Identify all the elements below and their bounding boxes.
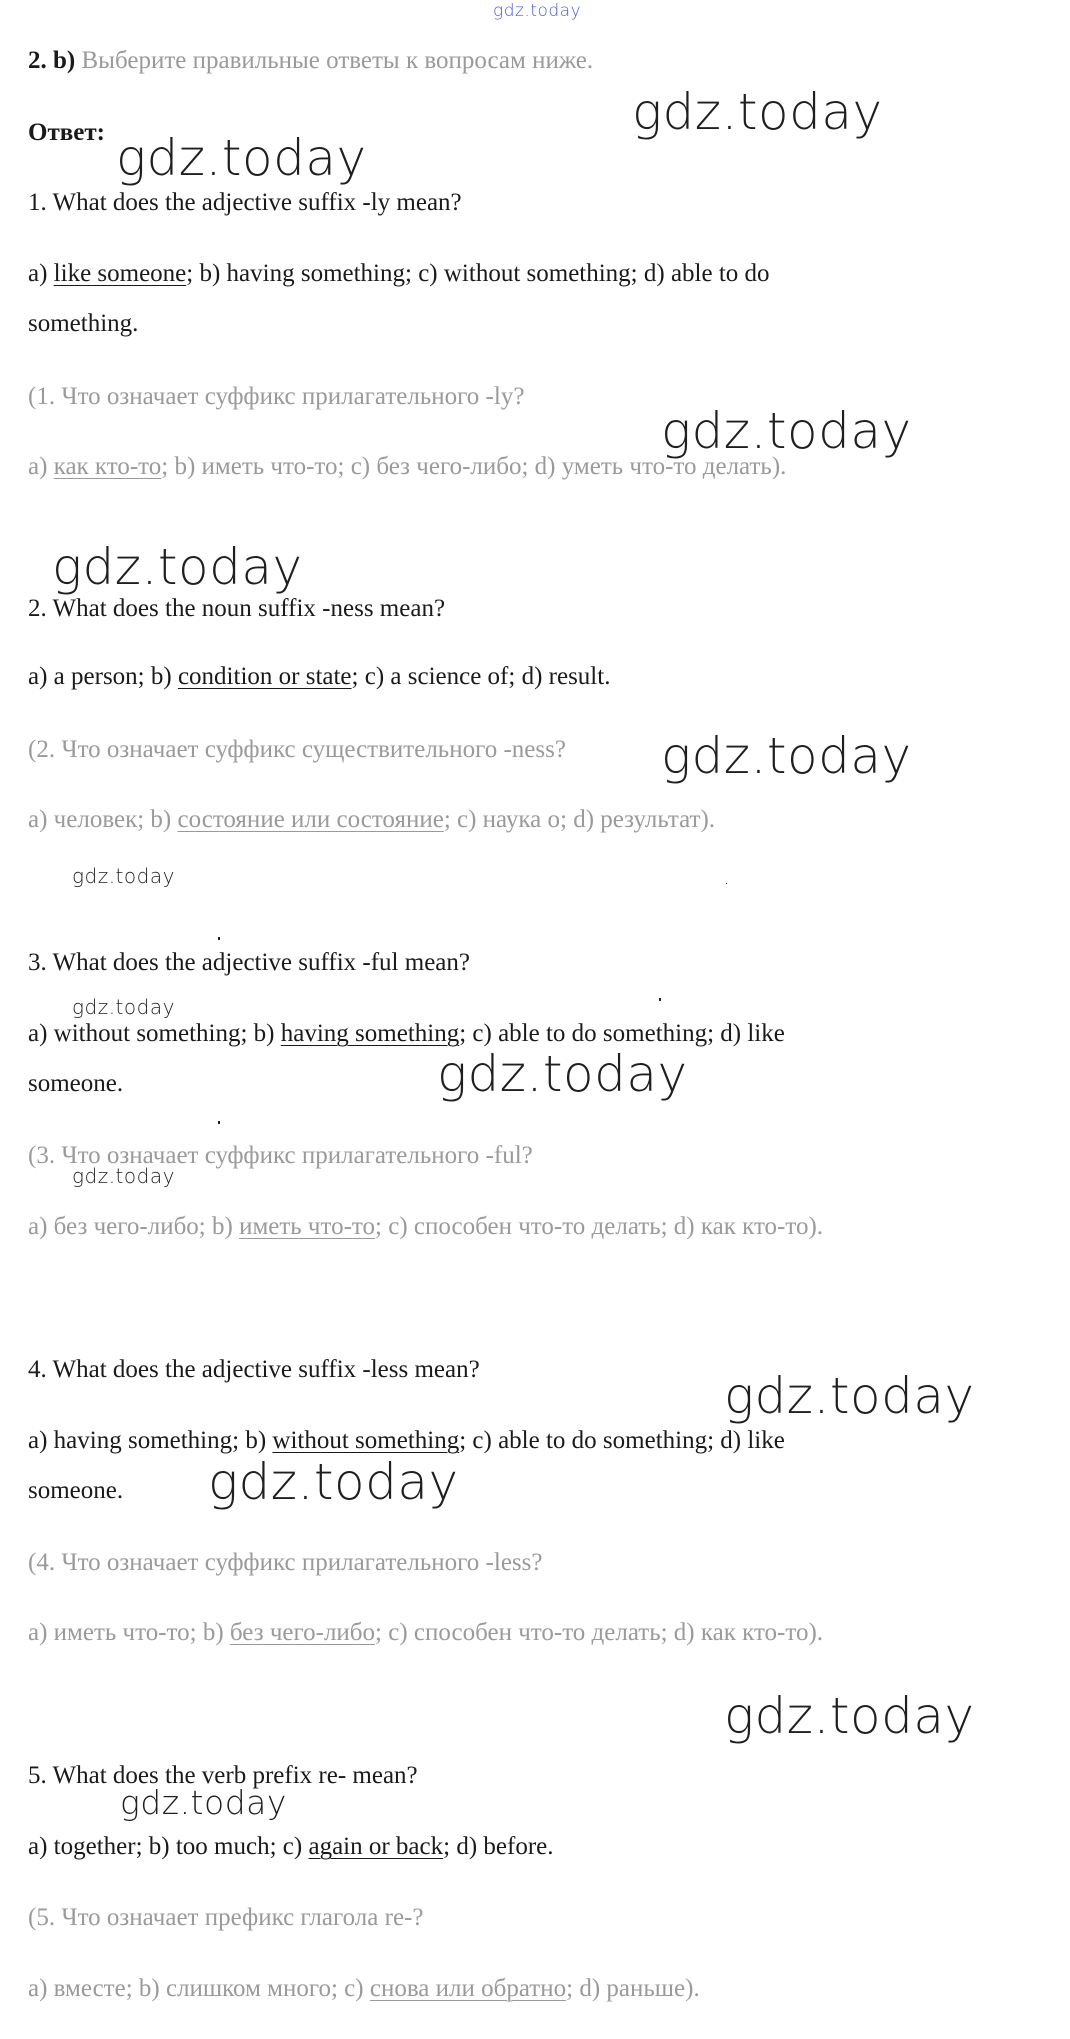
- q5-question: 5. What does the verb prefix re- mean?: [28, 1762, 418, 1789]
- q2-question: 2. What does the noun suffix -ness mean?: [28, 595, 446, 622]
- watermark: gdz.today: [437, 1045, 688, 1103]
- q4-ru-options-pre: a) иметь что-то; b): [28, 1619, 230, 1646]
- q5-ru-correct-answer: снова или обратно: [369, 1975, 567, 2002]
- scan-speck: [218, 1121, 220, 1124]
- q4-ru-question: (4. Что означает суффикс прилагательного -less?: [28, 1549, 543, 1576]
- q3-ru-options-pre: a) без чего-либо; b): [28, 1213, 240, 1240]
- q5-correct-answer: again or back: [308, 1833, 444, 1860]
- q4-options-line2: someone.: [28, 1477, 124, 1504]
- q1-options-line2: something.: [28, 310, 139, 337]
- q5-ru-options-pre: a) вместе; b) слишком много; c): [28, 1975, 370, 2002]
- q3-options-post: ; c) able to do something; d) like: [459, 1020, 785, 1047]
- q2-ru-correct-answer: состояние или состояние: [177, 806, 444, 833]
- watermark: gdz.today: [72, 995, 175, 1019]
- q3-options-line2: someone.: [28, 1070, 124, 1097]
- q1-options-rest: ; b) having something; c) without something; d) able to do: [186, 260, 770, 287]
- q3-ru-options-post: ; c) способен что-то делать; d) как кто-то).: [375, 1213, 824, 1240]
- q5-options-line1: [28, 1832, 554, 1862]
- watermark: gdz.today: [116, 129, 367, 187]
- watermark: gdz.today: [632, 83, 883, 141]
- site-watermark-top: gdz.today: [493, 1, 582, 21]
- q4-options-post: ; c) able to do something; d) like: [459, 1427, 785, 1454]
- q3-correct-answer: having something: [280, 1020, 460, 1047]
- watermark: gdz.today: [72, 1164, 175, 1188]
- q5-options-post: ; d) before.: [443, 1833, 554, 1860]
- q4-options-pre: a) having something; b): [28, 1427, 273, 1454]
- watermark: gdz.today: [661, 402, 912, 460]
- watermark: gdz.today: [120, 1783, 287, 1822]
- q4-correct-answer: without something: [272, 1427, 460, 1454]
- watermark: gdz.today: [208, 1453, 459, 1511]
- q4-ru-options-post: ; c) способен что-то делать; d) как кто-то).: [375, 1619, 824, 1646]
- scan-speck: [218, 937, 220, 940]
- q4-ru-correct-answer: без чего-либо: [229, 1619, 376, 1646]
- answer-label: Ответ:: [28, 119, 105, 146]
- watermark: gdz.today: [52, 538, 303, 596]
- q2-options-pre: a) a person; b): [28, 663, 178, 690]
- q2-ru-options-pre: a) человек; b): [28, 806, 178, 833]
- q1-ru-options-rest: ; b) иметь что-то; c) без чего-либо; d) уметь что-то делать).: [161, 453, 787, 480]
- watermark: gdz.today: [72, 864, 175, 888]
- q1-correct-answer: like someone: [53, 260, 187, 287]
- scan-speck: [659, 998, 661, 1001]
- task-number: 2. b): [28, 47, 76, 74]
- q2-ru-options: [28, 805, 715, 835]
- q3-ru-question: (3. Что означает суффикс прилагательного -ful?: [28, 1142, 533, 1169]
- q1-ru-correct-answer: как кто-то: [53, 453, 162, 480]
- q1-options-line1: [28, 259, 770, 289]
- q4-question: 4. What does the adjective suffix -less mean?: [28, 1356, 480, 1383]
- q4-options-line1: [28, 1426, 785, 1456]
- q2-correct-answer: condition or state: [177, 663, 352, 690]
- watermark: gdz.today: [724, 1687, 975, 1745]
- q5-ru-options-post: ; d) раньше).: [566, 1975, 700, 2002]
- q1-option-a-prefix: a): [28, 260, 54, 287]
- q5-options-pre: a) together; b) too much; c): [28, 1833, 309, 1860]
- q1-ru-question: (1. Что означает суффикс прилагательного -ly?: [28, 383, 525, 410]
- watermark: gdz.today: [724, 1367, 975, 1425]
- q4-ru-options: [28, 1618, 823, 1648]
- q3-ru-correct-answer: иметь что-то: [239, 1213, 376, 1240]
- q1-question: 1. What does the adjective suffix -ly mean?: [28, 189, 462, 216]
- watermark: gdz.today: [661, 727, 912, 785]
- task-header: [28, 46, 593, 76]
- q2-options-line1: [28, 662, 610, 692]
- q2-options-post: ; c) a science of; d) result.: [351, 663, 611, 690]
- q5-ru-options: [28, 1974, 700, 2004]
- q2-ru-question: (2. Что означает суффикс существительного -ness?: [28, 736, 566, 763]
- task-instruction: Выберите правильные ответы к вопросам ниже.: [81, 47, 594, 74]
- scan-speck: [726, 883, 727, 884]
- q3-ru-options: [28, 1212, 823, 1242]
- q3-question: 3. What does the adjective suffix -ful mean?: [28, 949, 470, 976]
- q2-ru-options-post: ; c) наука о; d) результат).: [443, 806, 716, 833]
- q1-ru-option-a-prefix: a): [28, 453, 54, 480]
- q3-options-pre: a) without something; b): [28, 1020, 281, 1047]
- q5-ru-question: (5. Что означает префикс глагола re-?: [28, 1904, 424, 1931]
